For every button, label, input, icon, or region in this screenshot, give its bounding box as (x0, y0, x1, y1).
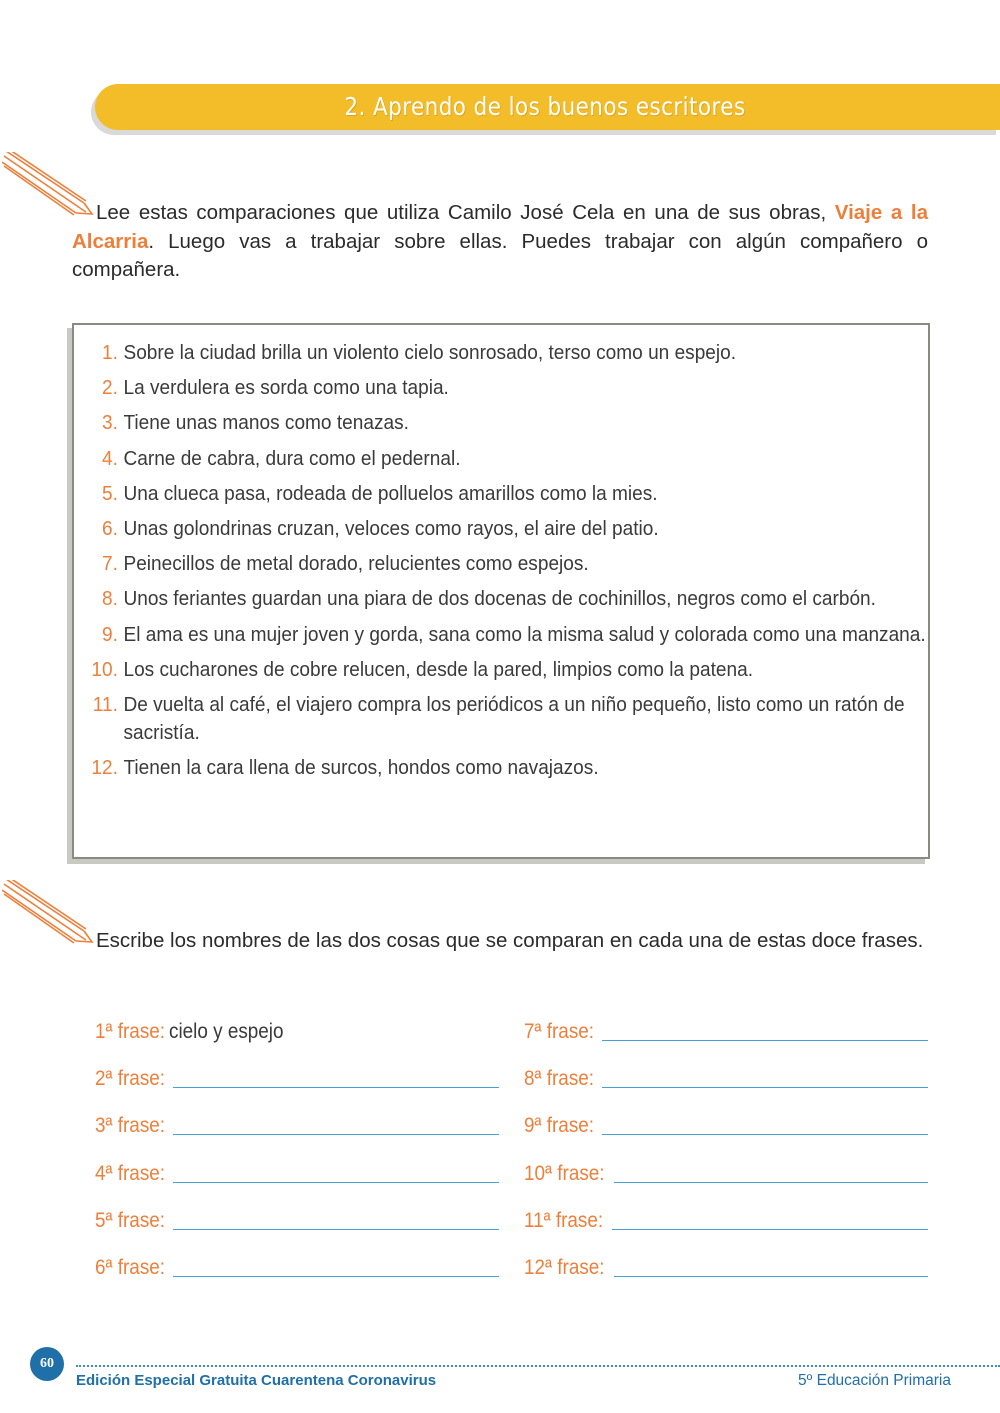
sentence-text: Unas golondrinas cruzan, veloces como rayos, el aire del patio. (123, 516, 659, 540)
sentence-text: De vuelta al café, el viajero compra los periódicos a un niño pequeño, listo como un ratón de sacristía. (123, 692, 905, 744)
sentence-item (90, 754, 943, 782)
footer-level: 5º Educación Primaria (798, 1372, 951, 1389)
answer-input-line[interactable] (612, 1228, 928, 1230)
sentence-list (90, 339, 926, 789)
answer-row (95, 1203, 499, 1233)
sentence-item (90, 409, 943, 437)
answer-row (524, 1203, 928, 1233)
intro-text-start: Lee estas comparaciones que utiliza Camilo José Cela en una de sus obras, (96, 201, 827, 224)
sentence-text: La verdulera es sorda como una tapia. (123, 376, 449, 400)
page-number: 60 (30, 1347, 64, 1381)
sentence-item (90, 656, 943, 684)
answer-label: 3ª frase: (95, 1114, 166, 1138)
answer-input-line[interactable] (602, 1133, 928, 1135)
answer-input-line[interactable] (173, 1181, 499, 1183)
sentence-item (90, 550, 943, 578)
sentence-text: Peinecillos de metal dorado, relucientes como espejos. (123, 552, 589, 576)
answer-label: 5ª frase: (95, 1208, 166, 1232)
sentence-text: Unos feriantes guardan una piara de dos docenas de cochinillos, negros como el carbón. (123, 587, 876, 611)
footer-edition: Edición Especial Gratuita Cuarentena Coronavirus (76, 1372, 437, 1389)
section-banner (95, 84, 1000, 130)
sentence-number: 8. (101, 587, 118, 611)
answer-input-line[interactable] (614, 1181, 929, 1183)
sentence-text: Sobre la ciudad brilla un violento cielo sonrosado, terso como un espejo. (123, 341, 737, 364)
footer-divider (76, 1365, 1000, 1367)
intro-text-end: . Luego vas a trabajar sobre ellas. Puedes trabajar con algún compañero o compañera. (72, 229, 928, 281)
sentence-number: 7. (101, 552, 118, 576)
sentence-item (90, 339, 943, 367)
answer-label: 4ª frase: (95, 1161, 166, 1185)
intro-paragraph (72, 199, 928, 285)
sentence-text: El ama es una mujer joven y gorda, sana como la misma salud y colorada como una manzana. (123, 622, 926, 646)
answer-label: 7ª frase: (524, 1020, 595, 1043)
answer-label: 6ª frase: (95, 1256, 166, 1279)
answer-row (524, 1156, 928, 1186)
sentence-number: 12. (91, 756, 118, 780)
sentence-number: 5. (101, 481, 118, 505)
sentence-number: 9. (101, 622, 118, 646)
answer-row (524, 1108, 928, 1138)
instruction-text: Escribe los nombres de las dos cosas que se comparan en cada una de estas doce frases. (96, 929, 924, 952)
sentence-number: 11. (92, 692, 118, 716)
answer-input-line[interactable] (173, 1228, 499, 1230)
answer-input-line[interactable] (173, 1133, 499, 1135)
section-title: 2. Aprendo de los buenos escritores (344, 92, 746, 121)
sentence-number: 10. (91, 657, 118, 681)
answer-row (95, 1156, 499, 1186)
sentence-item (90, 515, 943, 543)
sentence-number: 6. (101, 516, 118, 540)
answer-input-line[interactable] (173, 1275, 499, 1277)
sentence-item (90, 480, 943, 508)
answer-input-line[interactable] (602, 1039, 928, 1041)
sentence-text: Una clueca pasa, rodeada de polluelos amarillos como la mies. (123, 481, 658, 505)
sentence-text: Los cucharones de cobre relucen, desde la pared, limpios como la patena. (123, 657, 754, 681)
answer-label: 12ª frase: (524, 1256, 605, 1279)
sentences-box (72, 323, 930, 859)
sentence-text: Tienen la cara llena de surcos, hondos como navajazos. (123, 756, 599, 780)
answer-row (524, 1250, 928, 1280)
book-title: Viaje a la Alcarria (72, 201, 929, 253)
sentence-item (90, 445, 943, 473)
answer-row (95, 1250, 499, 1280)
answer-label: 10ª frase: (524, 1161, 605, 1185)
sentence-number: 2. (101, 376, 118, 400)
answer-value: cielo y espejo (168, 1020, 284, 1043)
answer-label: 2ª frase: (95, 1067, 166, 1091)
sentence-number: 1. (101, 341, 118, 364)
answer-row (524, 1061, 928, 1091)
answer-row (95, 1108, 499, 1138)
sentence-item (90, 585, 943, 613)
answer-input-line[interactable] (614, 1275, 929, 1277)
answer-label: 8ª frase: (524, 1067, 595, 1091)
sentence-text: Carne de cabra, dura como el pedernal. (123, 446, 461, 470)
sentence-number: 3. (101, 411, 118, 435)
answer-label: 9ª frase: (524, 1114, 595, 1138)
answer-input-line[interactable] (602, 1086, 928, 1088)
answer-label: 11ª frase: (524, 1208, 604, 1232)
sentence-text: Tiene unas manos como tenazas. (123, 411, 409, 435)
answer-row (95, 1014, 499, 1044)
answer-label: 1ª frase: (95, 1020, 166, 1043)
sentence-item (90, 374, 943, 402)
sentence-number: 4. (101, 446, 118, 470)
sentence-item (90, 621, 943, 649)
answer-row (524, 1014, 928, 1044)
sentence-item (90, 691, 943, 747)
answer-input-line[interactable] (173, 1086, 499, 1088)
answer-row (95, 1061, 499, 1091)
instruction-paragraph (72, 927, 928, 956)
